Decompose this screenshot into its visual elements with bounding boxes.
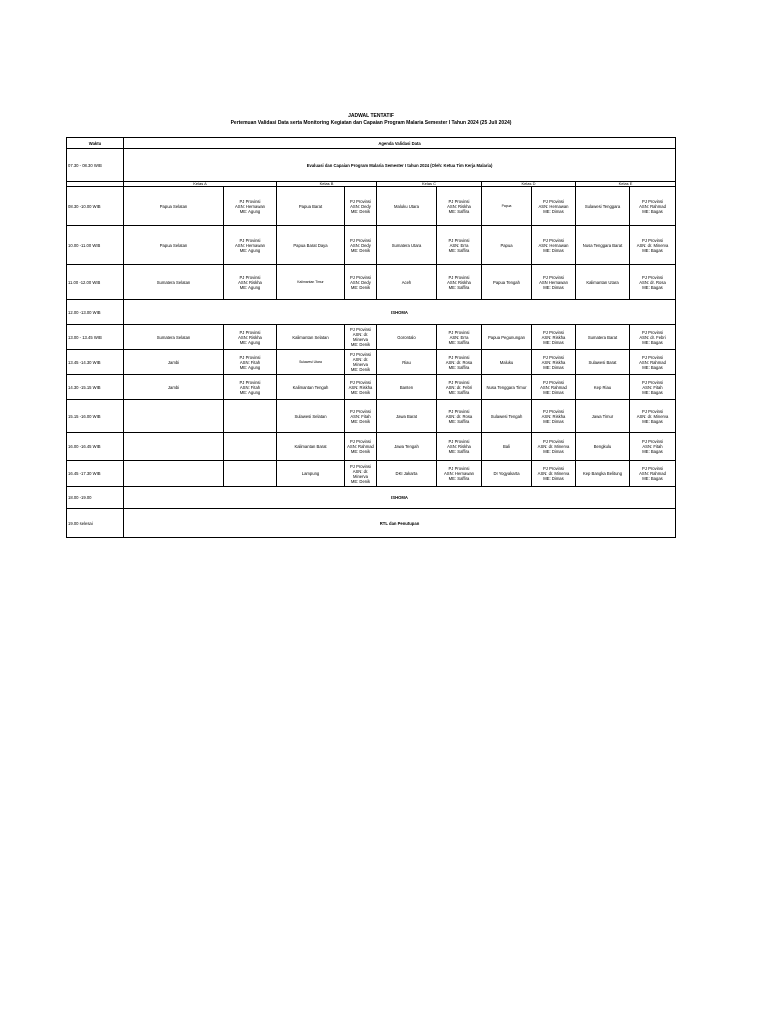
- pj-line: PJ Provinsi: [239, 274, 261, 280]
- pj-line: ME: Denik: [350, 342, 371, 347]
- pj-cell: [532, 265, 576, 300]
- pj-line: ME: Bagas: [642, 389, 663, 395]
- pj-line: ME: Saffira: [448, 449, 470, 454]
- pj-line: PJ Provinsi: [543, 237, 564, 243]
- province-cell: Sulawesi Barat: [576, 350, 630, 375]
- merged-agenda: RTL dan Penutupan: [124, 509, 676, 538]
- pj-line: ME: Saffira: [448, 247, 470, 253]
- pj-line: ASN: dr. Rosa: [445, 413, 473, 419]
- pj-line: ASN: Hernawan: [443, 471, 475, 476]
- province-cell: Papua Pegunungan: [482, 325, 532, 350]
- pj-line: PJ Provinsi: [239, 379, 261, 385]
- pj-line: ASN: dr. Minerva: [537, 444, 570, 449]
- pj-line: ASN: Erra: [449, 334, 469, 340]
- pj-line: ME: Dimas: [543, 449, 564, 454]
- pj-line: ME: Agung: [239, 208, 261, 214]
- province-cell: Maluku Utara: [377, 187, 437, 226]
- pj-cell: [345, 226, 377, 265]
- pj-line: ASN: Riskha: [238, 334, 262, 340]
- pj-line: PJ Provinsi: [642, 274, 663, 280]
- province-cell: Nusa Tenggara Barat: [576, 226, 630, 265]
- session-time: 18.00 -19.00: [67, 487, 124, 509]
- pj-line: ASN: Riskha: [541, 413, 566, 419]
- waktu-header: Waktu: [67, 138, 124, 149]
- pj-line: ASN: dr. Minerva: [636, 242, 669, 248]
- pj-cell: [532, 226, 576, 265]
- pj-line: ASN: Hernawan: [234, 203, 266, 209]
- province-cell: Sumatera Selatan: [124, 325, 224, 350]
- pj-line: PJ Provinsi: [239, 198, 261, 204]
- pj-cell: [345, 187, 377, 226]
- pj-line: ASN: dr.: [352, 357, 369, 362]
- pj-line: ME: Denik: [350, 247, 371, 253]
- pj-line: Minerva: [353, 473, 368, 479]
- break-row: [67, 487, 676, 509]
- pj-line: ME: Denik: [350, 389, 371, 395]
- province-cell: Kalimantan Tengah: [277, 375, 345, 400]
- province-cell: Jawa Timur: [576, 400, 630, 433]
- province-cell: Sumatera Utara: [377, 226, 437, 265]
- header-row: [67, 138, 676, 149]
- province-cell: Kalimantan Timur: [277, 265, 345, 300]
- pj-line: ASN: dr. Febri: [445, 384, 473, 390]
- pj-line: PJ Provinsi: [448, 408, 470, 414]
- pj-line: ME: Saffira: [448, 339, 470, 345]
- session-row: [67, 461, 676, 487]
- pj-line: PJ Provinsi: [448, 329, 470, 335]
- session-time: 16.45 -17.30 WIB: [67, 461, 124, 487]
- session-time: 19.00 selesai: [67, 509, 124, 538]
- pj-line: ME: Denik: [350, 449, 371, 454]
- pj-line: ME: Bagas: [642, 364, 663, 370]
- opening-row: [67, 149, 676, 182]
- pj-cell: [345, 461, 377, 487]
- pj-line: ASN: Erra: [449, 242, 469, 248]
- pj-line: Minerva: [353, 337, 368, 342]
- pj-cell: [224, 325, 277, 350]
- pj-line: ME: Bagas: [642, 247, 663, 253]
- pj-line: ASN: Fitah: [642, 444, 663, 449]
- province-cell: Sumatera Selatan: [124, 265, 224, 300]
- break-row: [67, 509, 676, 538]
- pj-line: PJ Provinsi: [543, 439, 564, 444]
- pj-line: ASN: Rahmad: [540, 384, 567, 390]
- pj-line: ME: Bagas: [642, 284, 663, 290]
- province-cell: Bengkulu: [576, 433, 630, 461]
- pj-line: PJ Provinsi: [239, 329, 261, 335]
- session-time: 13.45 -14.30 WIB: [67, 350, 124, 375]
- pj-line: PJ Provinsi: [642, 466, 663, 471]
- pj-line: ME: Denik: [350, 284, 371, 290]
- pj-line: ASN: dr. Rosa: [445, 359, 473, 365]
- pj-line: ASN: Riskha: [447, 279, 471, 285]
- pj-line: ASN: dr.: [352, 332, 369, 337]
- pj-cell: [630, 400, 676, 433]
- province-cell: Nusa Tenggara Timur: [482, 375, 532, 400]
- pj-cell: [630, 265, 676, 300]
- pj-line: ME: Bagas: [642, 449, 663, 454]
- pj-line: ASN: Hernawan: [234, 242, 266, 248]
- pj-line: PJ Provinsi: [642, 408, 663, 414]
- pj-line: PJ Provinsi: [543, 329, 564, 335]
- pj-line: ME: Saffira: [448, 389, 470, 395]
- pj-line: ASN: Riskha: [447, 444, 471, 449]
- kelas-d-header: Kelas D: [482, 182, 576, 187]
- merged-agenda: ISHOMA: [124, 300, 676, 325]
- pj-cell: [437, 461, 482, 487]
- kelas-e-header: Kelas E: [576, 182, 676, 187]
- pj-line: PJ Provinsi: [448, 354, 470, 360]
- pj-cell: [345, 375, 377, 400]
- pj-line: ME: Saffira: [448, 418, 470, 424]
- pj-cell: [224, 350, 277, 375]
- province-cell: Bali: [482, 433, 532, 461]
- pj-cell: [630, 226, 676, 265]
- province-cell: DI Yogyakarta: [482, 461, 532, 487]
- pj-line: ME: Agung: [239, 247, 261, 253]
- province-cell: Sulawesi Tengah: [482, 400, 532, 433]
- province-cell: Jambi: [124, 375, 224, 400]
- pj-line: PJ Provinsi: [543, 354, 564, 360]
- pj-cell: [224, 187, 277, 226]
- pj-line: PJ Provinsi: [448, 274, 470, 280]
- pj-line: PJ Provinsi: [642, 237, 663, 243]
- agenda-header: Agenda Validasi Data: [124, 138, 676, 149]
- pj-cell: [224, 461, 277, 487]
- pj-line: PJ Provinsi: [239, 354, 261, 360]
- pj-line: ASN: Fitah: [239, 384, 261, 390]
- pj-line: ME: Dimas: [543, 418, 564, 424]
- session-row: [67, 187, 676, 226]
- session-row: [67, 226, 676, 265]
- pj-line: ME: Bagas: [642, 339, 663, 345]
- province-cell: Jambi: [124, 350, 224, 375]
- pj-line: PJ Provinsi: [350, 379, 371, 385]
- pj-line: ASN: dr. Minerva: [537, 471, 570, 476]
- pj-line: ME: Agung: [239, 284, 261, 290]
- province-cell: Maluku: [482, 350, 532, 375]
- province-cell: [124, 461, 224, 487]
- pj-cell: [532, 325, 576, 350]
- session-time: 15.15 -16.00 WIB: [67, 400, 124, 433]
- province-cell: Kep Bangka Belitung: [576, 461, 630, 487]
- province-cell: Aceh: [377, 265, 437, 300]
- session-time: 16.00 -16.45 WIB: [67, 433, 124, 461]
- pj-line: ASN: Fitah: [350, 413, 371, 419]
- kelas-a-header: Kelas A: [124, 182, 277, 187]
- pj-line: ASN: Fitah: [239, 359, 261, 365]
- province-cell: Kalimantan Utara: [576, 265, 630, 300]
- pj-line: ASN: Hernawan: [538, 242, 569, 248]
- province-cell: Papua Barat Daya: [277, 226, 345, 265]
- pj-cell: [224, 226, 277, 265]
- province-cell: Jawa Barat: [377, 400, 437, 433]
- province-cell: [124, 400, 224, 433]
- break-row: [67, 300, 676, 325]
- title-line-1: JADWAL TENTATIF: [348, 113, 394, 119]
- pj-line: ME: Bagas: [642, 208, 663, 214]
- opening-agenda: Evaluasi dan Capaian Program Malaria Semester I tahun 2024 (Oleh: Ketua Tim Kerja Malaria): [124, 149, 676, 182]
- pj-line: ME: Dimas: [543, 208, 564, 214]
- pj-line: ASN: dr. Rosa: [639, 279, 666, 285]
- province-cell: Lampung: [277, 461, 345, 487]
- pj-line: ASN: Hernawan: [538, 203, 569, 209]
- pj-line: ASN: Riskha: [238, 279, 262, 285]
- pj-line: PJ Provinsi: [448, 237, 470, 243]
- pj-line: ME: Dimas: [543, 364, 564, 370]
- pj-line: ASN: dr. Minerva: [636, 413, 669, 419]
- pj-line: PJ Provinsi: [350, 198, 371, 204]
- pj-cell: [345, 325, 377, 350]
- pj-cell: [437, 433, 482, 461]
- pj-line: PJ Provinsi: [350, 439, 371, 444]
- pj-line: ME: Denik: [350, 478, 371, 484]
- session-row: [67, 265, 676, 300]
- pj-line: ME: Dimas: [543, 247, 564, 253]
- session-time: 12.00 -13.00 WIB: [67, 300, 124, 325]
- pj-cell: [532, 187, 576, 226]
- pj-line: ME: Dimas: [543, 476, 564, 481]
- pj-cell: [532, 350, 576, 375]
- pj-cell: [437, 226, 482, 265]
- pj-line: ASN: Dedy: [350, 279, 371, 285]
- province-cell: Papua: [482, 187, 532, 226]
- province-cell: Papua: [482, 226, 532, 265]
- session-row: [67, 433, 676, 461]
- pj-cell: [630, 461, 676, 487]
- pj-cell: [630, 433, 676, 461]
- pj-line: ASN: Rahmad: [639, 471, 666, 476]
- pj-line: PJ Provinsi: [350, 237, 371, 243]
- province-cell: Papua Barat: [277, 187, 345, 226]
- pj-cell: [224, 433, 277, 461]
- pj-line: ME: Saffira: [448, 284, 470, 290]
- pj-line: PJ Provinsi: [448, 466, 470, 471]
- pj-line: ME: Denik: [350, 367, 371, 372]
- pj-line: ME: Agung: [239, 364, 261, 370]
- pj-cell: [224, 400, 277, 433]
- pj-cell: [345, 350, 377, 375]
- pj-line: ASN Hernawan: [539, 279, 568, 285]
- pj-cell: [437, 265, 482, 300]
- province-cell: Papua Selatan: [124, 187, 224, 226]
- pj-line: PJ Provinsi: [642, 439, 663, 444]
- pj-line: PJ Provinsi: [543, 466, 564, 471]
- province-cell: Kalimantan Selatan: [277, 325, 345, 350]
- pj-cell: [345, 433, 377, 461]
- pj-cell: [437, 350, 482, 375]
- pj-line: ASN: Riskha: [541, 334, 566, 340]
- pj-cell: [437, 187, 482, 226]
- province-cell: Papua Selatan: [124, 226, 224, 265]
- session-time: 14.30 -15.15 WIB: [67, 375, 124, 400]
- province-cell: Sulawesi Tenggara: [576, 187, 630, 226]
- session-row: [67, 400, 676, 433]
- pj-cell: [437, 400, 482, 433]
- pj-line: ME: Agung: [239, 389, 261, 395]
- pj-cell: [345, 265, 377, 300]
- pj-line: ASN: Dedy: [350, 203, 371, 209]
- pj-line: ME: Saffira: [448, 208, 470, 214]
- pj-line: ASN: dr. Febri: [639, 334, 666, 340]
- document-title: [66, 113, 676, 127]
- session-row: [67, 350, 676, 375]
- pj-line: PJ Provinsi: [448, 379, 470, 385]
- session-row: [67, 325, 676, 350]
- pj-line: ASN: Dedy: [350, 242, 371, 248]
- pj-cell: [630, 375, 676, 400]
- pj-line: PJ Provinsi: [350, 327, 371, 332]
- pj-line: PJ Provinsi: [448, 198, 470, 204]
- pj-line: ME: Denik: [350, 418, 371, 424]
- pj-line: ME: Dimas: [543, 339, 564, 345]
- pj-line: ME: Bagas: [642, 418, 663, 424]
- pj-line: ASN: dr.: [352, 468, 369, 474]
- pj-line: PJ Provinsi: [543, 408, 564, 414]
- province-cell: Kep Riau: [576, 375, 630, 400]
- pj-cell: [224, 265, 277, 300]
- pj-line: ASN: Fitah: [642, 384, 663, 390]
- pj-line: PJ Provinsi: [350, 274, 371, 280]
- province-cell: Sumatera Barat: [576, 325, 630, 350]
- province-cell: Sulawesi Utara: [277, 350, 345, 375]
- pj-line: PJ Provinsi: [543, 198, 564, 204]
- pj-line: ME: Saffira: [448, 364, 470, 370]
- pj-line: ASN: Rahmad: [639, 359, 666, 365]
- pj-line: PJ Provinsi: [543, 274, 564, 280]
- pj-line: PJ Provinsi: [642, 329, 663, 335]
- pj-line: ASN: Riskha: [348, 384, 373, 390]
- kelas-b-header: Kelas B: [277, 182, 377, 187]
- session-time: 11.00 -12.00 WIB: [67, 265, 124, 300]
- opening-time: 07.30 - 08.30 WIB: [67, 149, 124, 182]
- pj-line: PJ Provinsi: [642, 198, 663, 204]
- pj-line: PJ Provinsi: [642, 354, 663, 360]
- pj-line: ME: Dimas: [543, 284, 564, 290]
- province-cell: Kalimantan Barat: [277, 433, 345, 461]
- pj-cell: [532, 461, 576, 487]
- pj-cell: [532, 375, 576, 400]
- schedule-table: [66, 137, 676, 538]
- province-cell: Sulawesi Selatan: [277, 400, 345, 433]
- pj-cell: [224, 375, 277, 400]
- pj-line: ASN: Rahmad: [639, 203, 666, 209]
- pj-line: Minerva: [353, 362, 368, 367]
- pj-line: PJ Provinsi: [350, 463, 371, 469]
- province-cell: [124, 433, 224, 461]
- pj-line: ASN: Riskha: [541, 359, 566, 365]
- kelas-c-header: Kelas C: [377, 182, 482, 187]
- pj-cell: [532, 400, 576, 433]
- pj-cell: [345, 400, 377, 433]
- pj-line: PJ Provinsi: [350, 408, 371, 414]
- province-cell: Gorontalo: [377, 325, 437, 350]
- province-cell: DKI Jakarta: [377, 461, 437, 487]
- province-cell: Papua Tengah: [482, 265, 532, 300]
- pj-cell: [437, 375, 482, 400]
- province-cell: Jawa Tengah: [377, 433, 437, 461]
- session-row: [67, 375, 676, 400]
- province-cell: Riau: [377, 350, 437, 375]
- pj-line: ME: Dimas: [543, 389, 564, 395]
- title-line-2: Pertemuan Validasi Data serta Monitoring Kegiatan dan Capaian Program Malaria Semester I Tahun 2024 (25 Juli 2024): [230, 120, 512, 126]
- pj-line: PJ Provinsi: [642, 379, 663, 385]
- pj-cell: [630, 325, 676, 350]
- pj-line: ME: Denik: [350, 208, 371, 214]
- pj-line: ASN: Riskha: [447, 203, 471, 209]
- pj-cell: [630, 350, 676, 375]
- session-time: 13.00 - 13.45 WIB: [67, 325, 124, 350]
- pj-cell: [437, 325, 482, 350]
- pj-line: PJ Provinsi: [543, 379, 564, 385]
- pj-line: PJ Provinsi: [239, 237, 261, 243]
- session-time: 08.30 -10.00 WIB: [67, 187, 124, 226]
- pj-line: PJ Provinsi: [448, 439, 470, 444]
- pj-line: PJ Provinsi: [350, 352, 371, 357]
- pj-cell: [630, 187, 676, 226]
- merged-agenda: ISHOMA: [124, 487, 676, 509]
- pj-line: ME: Bagas: [642, 476, 663, 481]
- pj-line: ASN: Rahmad: [347, 444, 374, 449]
- pj-line: ME: Agung: [239, 339, 261, 345]
- province-cell: Banten: [377, 375, 437, 400]
- pj-line: ME: Saffira: [448, 476, 470, 481]
- session-time: 10.00 -11.00 WIB: [67, 226, 124, 265]
- pj-cell: [532, 433, 576, 461]
